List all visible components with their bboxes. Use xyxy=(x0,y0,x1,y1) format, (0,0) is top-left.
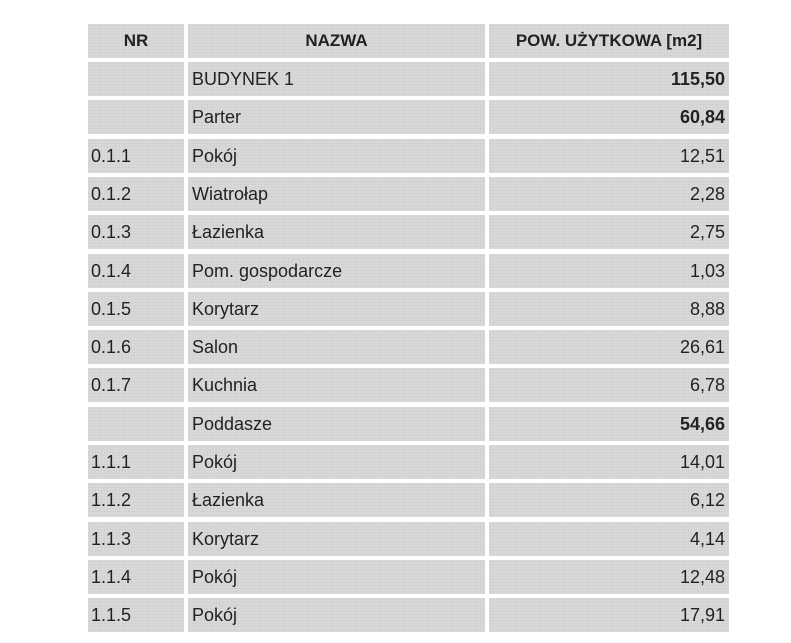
table-row xyxy=(0,368,791,402)
table-row xyxy=(0,254,791,288)
row-nr: 0.1.5 xyxy=(88,292,184,326)
table-row xyxy=(0,560,791,594)
row-name: Pom. gospodarcze xyxy=(188,254,485,288)
row-name: Korytarz xyxy=(188,522,485,556)
row-nr: 0.1.3 xyxy=(88,215,184,249)
table-row xyxy=(0,177,791,211)
row-nr: 1.1.4 xyxy=(88,560,184,594)
table-row xyxy=(0,100,791,134)
row-area: 8,88 xyxy=(489,292,729,326)
row-name: Poddasze xyxy=(188,407,485,441)
row-name: Parter xyxy=(188,100,485,134)
row-nr: 0.1.4 xyxy=(88,254,184,288)
row-nr xyxy=(88,100,184,134)
row-name: Łazienka xyxy=(188,483,485,517)
row-name: Korytarz xyxy=(188,292,485,326)
row-area: 60,84 xyxy=(489,100,729,134)
row-name: Pokój xyxy=(188,560,485,594)
row-area: 2,75 xyxy=(489,215,729,249)
row-area: 54,66 xyxy=(489,407,729,441)
table-row xyxy=(0,330,791,364)
table-row xyxy=(0,407,791,441)
row-name: Pokój xyxy=(188,445,485,479)
table-row xyxy=(0,139,791,173)
row-nr: 0.1.2 xyxy=(88,177,184,211)
row-area: 1,03 xyxy=(489,254,729,288)
table-row xyxy=(0,62,791,96)
row-nr: 1.1.5 xyxy=(88,598,184,632)
row-name: Łazienka xyxy=(188,215,485,249)
row-area: 6,12 xyxy=(489,483,729,517)
header-name: NAZWA xyxy=(188,24,485,58)
row-area: 12,51 xyxy=(489,139,729,173)
row-name: Pokój xyxy=(188,598,485,632)
row-nr: 0.1.6 xyxy=(88,330,184,364)
table-row xyxy=(0,292,791,326)
row-name: Salon xyxy=(188,330,485,364)
header-nr: NR xyxy=(88,24,184,58)
row-name: Pokój xyxy=(188,139,485,173)
row-area: 26,61 xyxy=(489,330,729,364)
row-nr: 0.1.7 xyxy=(88,368,184,402)
table-header xyxy=(0,24,791,58)
row-area: 17,91 xyxy=(489,598,729,632)
row-name: BUDYNEK 1 xyxy=(188,62,485,96)
row-area: 12,48 xyxy=(489,560,729,594)
row-nr: 1.1.3 xyxy=(88,522,184,556)
table-row xyxy=(0,215,791,249)
row-nr: 0.1.1 xyxy=(88,139,184,173)
row-name: Kuchnia xyxy=(188,368,485,402)
row-nr: 1.1.1 xyxy=(88,445,184,479)
row-area: 115,50 xyxy=(489,62,729,96)
table-row xyxy=(0,483,791,517)
row-area: 4,14 xyxy=(489,522,729,556)
row-nr: 1.1.2 xyxy=(88,483,184,517)
table-row xyxy=(0,445,791,479)
row-nr xyxy=(88,407,184,441)
row-area: 14,01 xyxy=(489,445,729,479)
table-row xyxy=(0,522,791,556)
header-area: POW. UŻYTKOWA [m2] xyxy=(489,24,729,58)
table-row xyxy=(0,598,791,632)
row-area: 6,78 xyxy=(489,368,729,402)
row-area: 2,28 xyxy=(489,177,729,211)
row-nr xyxy=(88,62,184,96)
row-name: Wiatrołap xyxy=(188,177,485,211)
